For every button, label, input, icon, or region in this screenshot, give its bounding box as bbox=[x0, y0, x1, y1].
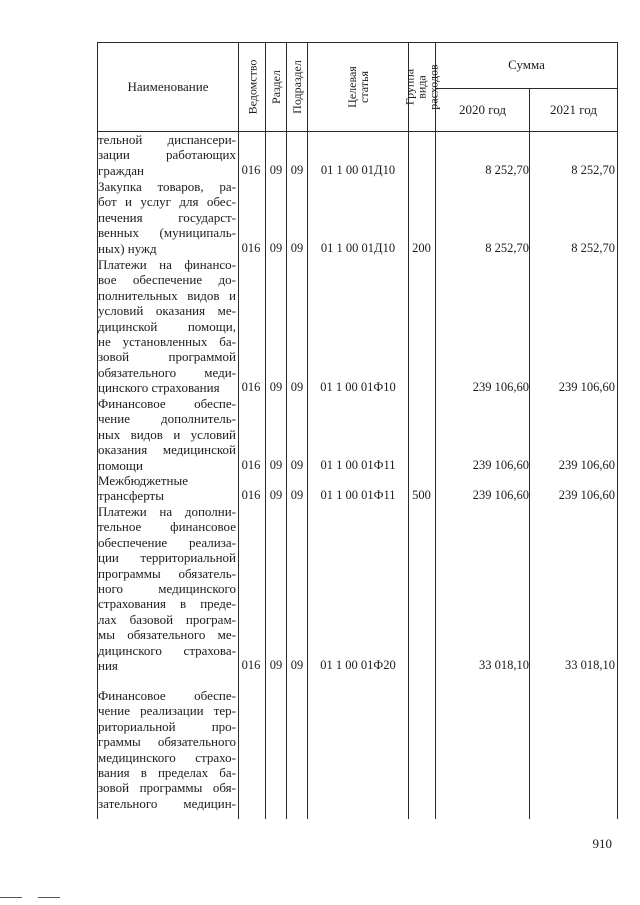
row-name bbox=[98, 132, 236, 178]
row-sum-2021: 33 018,10 bbox=[565, 658, 615, 672]
row-name-line: программы обязатель- bbox=[98, 565, 236, 581]
row-podrazdel: 09 bbox=[290, 457, 304, 472]
column-divider bbox=[238, 42, 239, 819]
row-sum-2020: 8 252,70 bbox=[485, 162, 529, 177]
row-vedomstvo: 016 bbox=[241, 162, 261, 177]
column-divider bbox=[265, 42, 266, 819]
row-name-line: Платежи на финансо- bbox=[98, 257, 236, 272]
row-name-line: трансферты bbox=[98, 488, 164, 504]
row-name-line: ных) нужд bbox=[98, 240, 157, 256]
row-name-line: помощи bbox=[98, 457, 143, 473]
row-razdel: 09 bbox=[269, 457, 283, 472]
column-divider bbox=[529, 88, 530, 819]
row-celevaya-statya: 01 1 00 01Ф11 bbox=[320, 488, 396, 503]
column-divider bbox=[408, 42, 409, 819]
row-name-line: медицинского страхо- bbox=[98, 749, 236, 765]
row-name-line: чение дополнитель- bbox=[98, 411, 236, 427]
row-celevaya-statya: 01 1 00 01Ф20 bbox=[320, 658, 396, 672]
column-divider bbox=[435, 42, 436, 819]
row-name bbox=[98, 504, 236, 673]
row-name-line: чение реализации тер- bbox=[98, 703, 236, 719]
row-name-line: тельной диспансери- bbox=[98, 132, 236, 147]
row-celevaya-statya: 01 1 00 01Ф11 bbox=[320, 457, 396, 472]
row-name-line: оказания медицинской bbox=[98, 442, 236, 458]
row-sum-2020: 239 106,60 bbox=[472, 457, 529, 472]
row-gruppa-vida: 500 bbox=[412, 488, 431, 503]
column-divider bbox=[307, 42, 308, 819]
row-sum-2021: 239 106,60 bbox=[558, 488, 615, 503]
row-name-line: ния bbox=[98, 658, 118, 674]
row-name-line: вое обеспечение до- bbox=[98, 272, 236, 288]
header-summa: Сумма bbox=[508, 57, 545, 72]
row-razdel: 09 bbox=[269, 380, 283, 395]
table-right-border bbox=[617, 42, 618, 819]
row-podrazdel: 09 bbox=[290, 162, 304, 177]
row-name-line: Финансовое обеспе- bbox=[98, 688, 236, 703]
row-podrazdel: 09 bbox=[290, 658, 304, 672]
header-name: Наименование bbox=[127, 79, 209, 94]
row-sum-2021: 239 106,60 bbox=[558, 380, 615, 395]
row-name-line: Платежи на дополни- bbox=[98, 504, 236, 519]
row-name-line: лах базовой програм- bbox=[98, 611, 236, 627]
row-celevaya-statya: 01 1 00 01Д10 bbox=[320, 162, 396, 177]
row-name-line: цинского страхования bbox=[98, 380, 220, 396]
row-name-line: Закупка товаров, ра- bbox=[98, 179, 236, 194]
row-name-line: полнительных видов и bbox=[98, 287, 236, 303]
row-name-line: риториальной про- bbox=[98, 718, 236, 734]
row-name-line: зательного медицин- bbox=[98, 795, 236, 811]
row-name-line: мы обязательного ме- bbox=[98, 627, 236, 643]
header-celevaya-statya: Целевая статья bbox=[345, 66, 371, 108]
row-vedomstvo: 016 bbox=[241, 380, 261, 395]
row-name bbox=[98, 257, 236, 396]
row-name-line: обеспечение реализа- bbox=[98, 534, 236, 550]
row-gruppa-vida: 200 bbox=[412, 240, 431, 255]
row-name-line: граждан bbox=[98, 162, 144, 178]
row-name-line: обязательного меди- bbox=[98, 364, 236, 380]
row-name-line: дицинской помощи, bbox=[98, 318, 236, 334]
page-number: 910 bbox=[592, 836, 612, 851]
row-celevaya-statya: 01 1 00 01Д10 bbox=[320, 240, 396, 255]
row-sum-2021: 8 252,70 bbox=[571, 240, 615, 255]
row-name-line: ных видов и условий bbox=[98, 426, 236, 442]
row-name-line: граммы обязательного bbox=[98, 734, 236, 750]
row-vedomstvo: 016 bbox=[241, 488, 261, 503]
row-name-line: печения государст- bbox=[98, 209, 236, 225]
row-sum-2021: 8 252,70 bbox=[571, 162, 615, 177]
row-podrazdel: 09 bbox=[290, 240, 304, 255]
row-name-line: зации работающих bbox=[98, 147, 236, 163]
row-sum-2020: 33 018,10 bbox=[479, 658, 529, 672]
row-name-line: ного медицинского bbox=[98, 581, 236, 597]
row-name-line: бот и услуг для обес- bbox=[98, 194, 236, 210]
row-vedomstvo: 016 bbox=[241, 658, 261, 672]
row-name-line: страхования в преде- bbox=[98, 596, 236, 612]
row-sum-2021: 239 106,60 bbox=[558, 457, 615, 472]
row-name-line: Межбюджетные bbox=[98, 473, 188, 488]
row-name-line: условий оказания ме- bbox=[98, 303, 236, 319]
header-year-2021: 2021 год bbox=[550, 102, 597, 117]
header-podrazdel: Подраздел bbox=[290, 60, 305, 114]
row-name bbox=[98, 179, 236, 256]
row-razdel: 09 bbox=[269, 488, 283, 503]
row-name-line: зовой программой bbox=[98, 349, 236, 365]
row-vedomstvo: 016 bbox=[241, 240, 261, 255]
column-divider bbox=[286, 42, 287, 819]
row-sum-2020: 239 106,60 bbox=[472, 488, 529, 503]
row-name-line: Финансовое обеспе- bbox=[98, 396, 236, 411]
header-gruppa-vida-rashodov: Группа вида расходов bbox=[403, 64, 441, 110]
header-year-2020: 2020 год bbox=[459, 102, 506, 117]
row-podrazdel: 09 bbox=[290, 488, 304, 503]
row-name bbox=[98, 396, 236, 473]
row-vedomstvo: 016 bbox=[241, 457, 261, 472]
summa-divider-line bbox=[436, 88, 618, 89]
row-name bbox=[98, 473, 236, 504]
row-sum-2020: 239 106,60 bbox=[472, 380, 529, 395]
row-name-line: тельное финансовое bbox=[98, 519, 236, 535]
row-name-line: венных (муниципаль- bbox=[98, 225, 236, 241]
row-name-line: дицинского страхова- bbox=[98, 642, 236, 658]
corner-mark bbox=[0, 897, 22, 898]
row-razdel: 09 bbox=[269, 658, 283, 672]
row-name bbox=[98, 688, 236, 811]
row-name-line: зовой программы обя- bbox=[98, 780, 236, 796]
row-name-line: не установленных ба- bbox=[98, 334, 236, 350]
row-razdel: 09 bbox=[269, 240, 283, 255]
row-name-line: ции территориальной bbox=[98, 550, 236, 566]
row-razdel: 09 bbox=[269, 162, 283, 177]
row-name-line: вания в пределах ба- bbox=[98, 765, 236, 781]
row-podrazdel: 09 bbox=[290, 380, 304, 395]
header-razdel: Раздел bbox=[269, 70, 284, 104]
corner-mark bbox=[38, 897, 60, 898]
row-celevaya-statya: 01 1 00 01Ф10 bbox=[320, 380, 396, 395]
header-vedomstvo: Ведомство bbox=[245, 59, 260, 115]
row-sum-2020: 8 252,70 bbox=[485, 240, 529, 255]
